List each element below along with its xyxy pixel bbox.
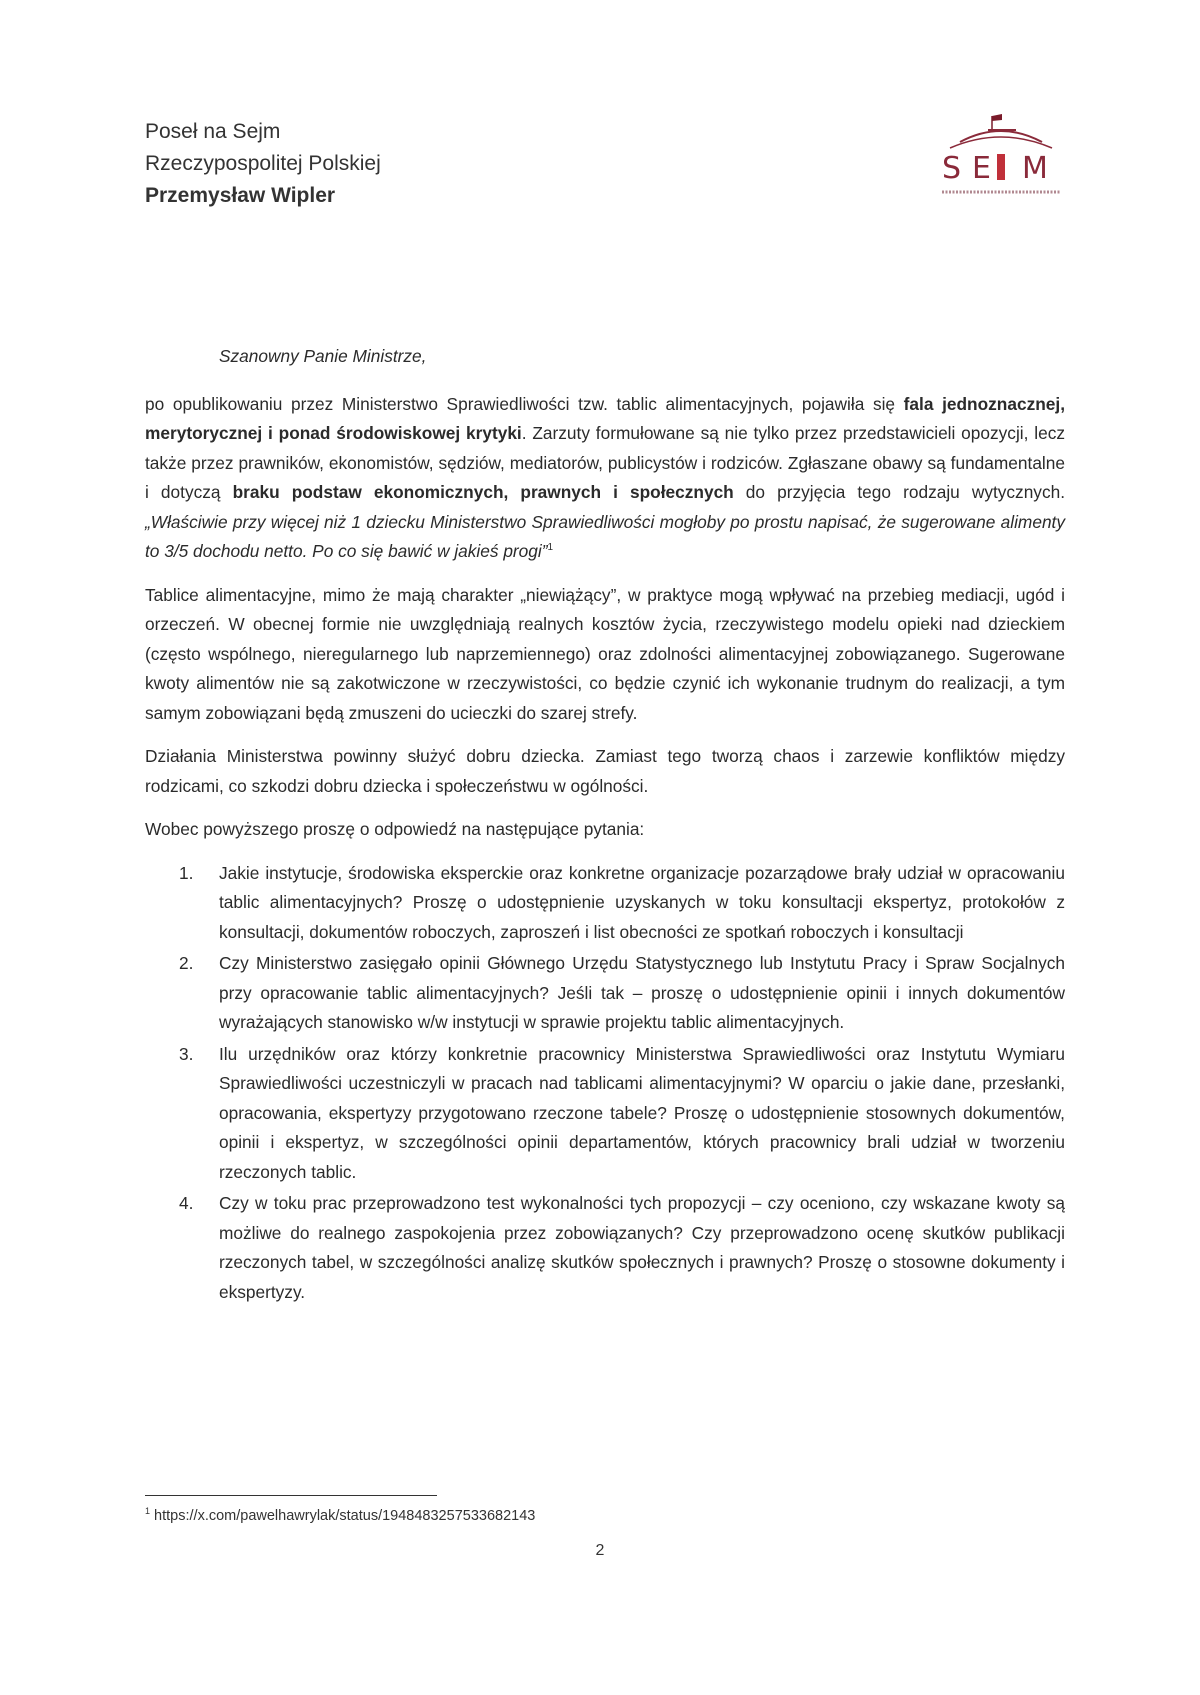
list-item <box>145 1189 1065 1307</box>
list-item-number: 4. <box>179 1193 194 1213</box>
list-item-text: Ilu urzędników oraz którzy konkretnie pracownicy Ministerstwa Sprawiedliwości oraz Instytutu Wymiaru Sprawiedliwości uczestniczyli w pracach nad tablicami alimentacyjnymi? W oparciu o jakie dane, przesłanki, opracowania, ekspertyzy przygotowano rzeczone tabele? Proszę o udostępnienie stosownych dokumentów, opinii i ekspertyz, w szczególności opinii departamentów, których pracownicy brali udział w tworzeniu rzeczonych tablic. <box>219 1043 1065 1182</box>
p1-bold-1: fala jednoznacznej, merytorycznej i ponad środowiskowej krytyki <box>145 393 1065 443</box>
list-item-number: 2. <box>179 953 194 973</box>
p1-text-1: po opublikowaniu przez Ministerstwo Sprawiedliwości tzw. tablic alimentacyjnych, pojawiła się <box>145 393 904 414</box>
svg-text:S: S <box>942 151 964 186</box>
sejm-logo-icon <box>930 108 1072 206</box>
sender-title: Poseł na Sejm <box>145 120 281 143</box>
list-item-text: Czy w toku prac przeprowadzono test wykonalności tych propozycji – czy oceniono, czy wskazane kwoty są możliwe do realnego zaspokojenia przez zobowiązanych? Czy przeprowadzono ocenę skutków publikacji rzeczonych tabel, w szczególności analizę skutków społecznych i prawnych? Proszę o stosowne dokumenty i ekspertyzy. <box>219 1193 1065 1302</box>
letter-body <box>145 342 1065 1309</box>
list-item-text: Czy Ministerstwo zasięgało opinii Głównego Urzędu Statystycznego lub Instytutu Pracy i Spraw Socjalnych przy opracowanie tablic alimentacyjnych? Jeśli tak – proszę o udostępnienie opinii i innych dokumentów wyrażających stanowisko w/w instytucji w sprawie projektu tablic alimentacyjnych. <box>219 953 1065 1032</box>
svg-text:M: M <box>1022 151 1048 186</box>
greeting: Szanowny Panie Ministrze, <box>219 346 427 366</box>
questions-list <box>145 859 1065 1308</box>
paragraph-3: Działania Ministerstwa powinny służyć dobru dziecka. Zamiast tego tworzą chaos i zarzewie konfliktów między rodzicami, co szkodzi dobru dziecka i społeczeństwu w ogólności. <box>145 746 1065 796</box>
footnote <box>145 1508 535 1524</box>
list-item <box>145 1040 1065 1188</box>
p1-bold-2: braku podstaw ekonomicznych, prawnych i społecznych <box>232 482 734 502</box>
svg-text:E: E <box>972 151 991 186</box>
paragraph-2: Tablice alimentacyjne, mimo że mają charakter „niewiążący”, w praktyce mogą wpływać na przebieg mediacji, ugód i orzeczeń. W obecnej formie nie uwzględniają realnych kosztów życia, rzeczywistego modelu opieki nad dzieckiem (często wspólnego, nieregularnego lub naprzemiennego) oraz zdolności alimentacyjnej zobowiązanego. Sugerowane kwoty alimentów nie są zakotwiczone w rzeczywistości, co będzie czynić ich wykonanie trudnym do realizacji, a tym samym zobowiązani będą zmuszeni do ucieczki do szarej strefy. <box>145 584 1065 723</box>
p1-quote: „Właściwie przy więcej niż 1 dziecku Ministerstwo Sprawiedliwości mogłoby po prostu napisać, że sugerowane alimenty to 3/5 dochodu netto. Po co się bawić w jakieś progi” <box>145 511 1065 561</box>
footnote-divider <box>145 1495 437 1496</box>
p1-text-3: do przyjęcia tego rodzaju wytycznych. <box>733 482 1065 502</box>
sender-name: Przemysław Wipler <box>145 184 336 207</box>
list-item-number: 1. <box>179 862 194 883</box>
paragraph-4: Wobec powyższego proszę o odpowiedź na następujące pytania: <box>145 819 645 839</box>
footnote-link[interactable]: https://x.com/pawelhawrylak/status/1948483257533682143 <box>154 1508 536 1524</box>
list-item-number: 3. <box>179 1043 194 1064</box>
paragraph-1 <box>145 390 1065 567</box>
footnote-reference[interactable]: 1 <box>547 542 554 554</box>
p1-text-2: . Zarzuty formułowane są nie tylko przez przedstawicieli opozycji, lecz także przez prawników, ekonomistów, sędziów, mediatorów, publicystów i rodziców. Zgłaszane obawy są fundamentalne i dotyczą <box>145 423 1065 502</box>
footnote-marker: 1 <box>145 1506 151 1517</box>
list-item-text: Jakie instytucje, środowiska eksperckie oraz konkretne organizacje pozarządowe brały udział w opracowaniu tablic alimentacyjnych? Proszę o udostępnienie uzyskanych w toku konsultacji ekspertyz, protokołów z konsultacji, dokumentów roboczych, zaproszeń i list obecności ze spotkań roboczych i konsultacji <box>219 862 1065 942</box>
sender-country: Rzeczypospolitej Polskiej <box>145 152 381 175</box>
sender-block <box>145 116 381 212</box>
list-item <box>145 859 1065 948</box>
list-item <box>145 949 1065 1038</box>
page-number: 2 <box>595 1542 605 1559</box>
